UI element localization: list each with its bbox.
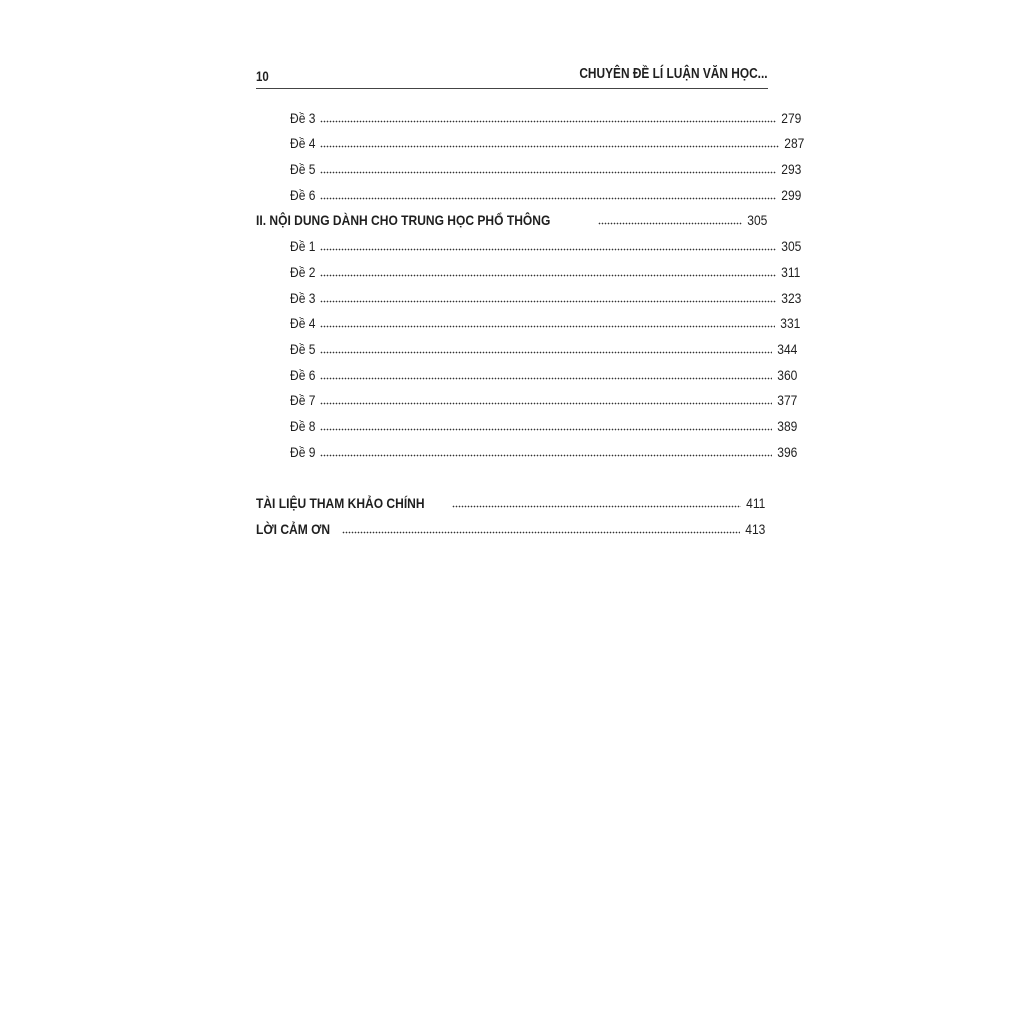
- toc-entry-page: 293: [780, 161, 801, 178]
- toc-entry-label: Đề 9: [290, 443, 316, 460]
- toc-entry-label: Đề 5: [290, 340, 316, 357]
- dot-leader: [320, 402, 772, 405]
- toc-entry[interactable]: [256, 281, 801, 307]
- dot-leader: [320, 351, 772, 354]
- toc-entry-page: 389: [776, 417, 797, 434]
- toc-entry-page: 413: [744, 520, 765, 537]
- toc-entry-label: Đề 5: [290, 161, 316, 178]
- toc-entry-label: II. NỘI DUNG DÀNH CHO TRUNG HỌC PHỔ THÔNG: [256, 212, 551, 229]
- toc-entry-label: TÀI LIỆU THAM KHẢO CHÍNH: [256, 495, 425, 511]
- toc-entry[interactable]: [256, 384, 797, 410]
- toc-entry[interactable]: [256, 255, 800, 281]
- running-title: CHUYÊN ĐỀ LÍ LUẬN VĂN HỌC...: [579, 66, 768, 82]
- toc-entry-label: Đề 7: [290, 392, 316, 409]
- toc-entry-page: 279: [780, 109, 801, 126]
- dot-leader: [320, 274, 776, 277]
- dot-leader: [320, 325, 775, 328]
- dot-leader: [320, 120, 776, 123]
- toc-entry-label: Đề 3: [290, 289, 316, 306]
- toc-entry[interactable]: [256, 358, 797, 384]
- toc-entry-page: 299: [780, 186, 801, 203]
- toc-entry[interactable]: [256, 229, 801, 255]
- toc-entry-label: Đề 3: [290, 109, 316, 126]
- dot-leader: [320, 171, 776, 174]
- toc-entry-label: Đề 2: [290, 263, 316, 280]
- toc-entry-page: 305: [746, 212, 767, 229]
- dot-leader: [320, 248, 776, 251]
- toc-entry[interactable]: [256, 178, 801, 204]
- toc-entry[interactable]: [256, 101, 801, 127]
- toc-entry-page: 360: [776, 366, 797, 383]
- toc-entry-page: 344: [776, 340, 797, 357]
- table-of-contents: [256, 101, 804, 538]
- page-header: [256, 64, 768, 89]
- toc-entry-label: Đề 4: [290, 315, 316, 332]
- toc-entry[interactable]: [256, 332, 797, 358]
- dot-leader: [320, 145, 779, 148]
- toc-entry-label: LỜI CẢM ƠN: [256, 520, 331, 537]
- toc-acknowledgements[interactable]: [256, 512, 765, 538]
- toc-entry-page: 287: [783, 135, 804, 152]
- toc-entry[interactable]: [256, 307, 800, 333]
- toc-entry-page: 411: [745, 495, 765, 511]
- dot-leader: [598, 222, 741, 225]
- dot-leader: [342, 531, 740, 534]
- dot-leader: [320, 197, 776, 200]
- toc-references[interactable]: [256, 486, 765, 512]
- dot-leader: [320, 300, 776, 303]
- toc-entry-label: Đề 1: [290, 238, 316, 255]
- toc-entry-page: 305: [780, 238, 801, 255]
- toc-entry-page: 323: [780, 289, 801, 306]
- toc-section-heading[interactable]: [256, 204, 767, 230]
- toc-entry[interactable]: [256, 127, 804, 153]
- toc-entry-label: Đề 8: [290, 417, 316, 434]
- toc-entry-page: 331: [779, 315, 800, 332]
- toc-entry-page: 396: [776, 443, 797, 460]
- toc-entry[interactable]: [256, 152, 801, 178]
- page-number: 10: [256, 68, 269, 84]
- dot-leader: [452, 505, 741, 508]
- spacer: [256, 461, 776, 487]
- toc-entry-label: Đề 6: [290, 186, 316, 203]
- dot-leader: [320, 428, 772, 431]
- toc-entry[interactable]: [256, 409, 797, 435]
- toc-entry-page: 377: [776, 392, 797, 409]
- toc-entry-page: 311: [780, 263, 800, 280]
- toc-entry-label: Đề 4: [290, 135, 316, 152]
- toc-entry-label: Đề 6: [290, 366, 316, 383]
- dot-leader: [320, 377, 772, 380]
- toc-entry[interactable]: [256, 435, 797, 461]
- dot-leader: [320, 454, 772, 457]
